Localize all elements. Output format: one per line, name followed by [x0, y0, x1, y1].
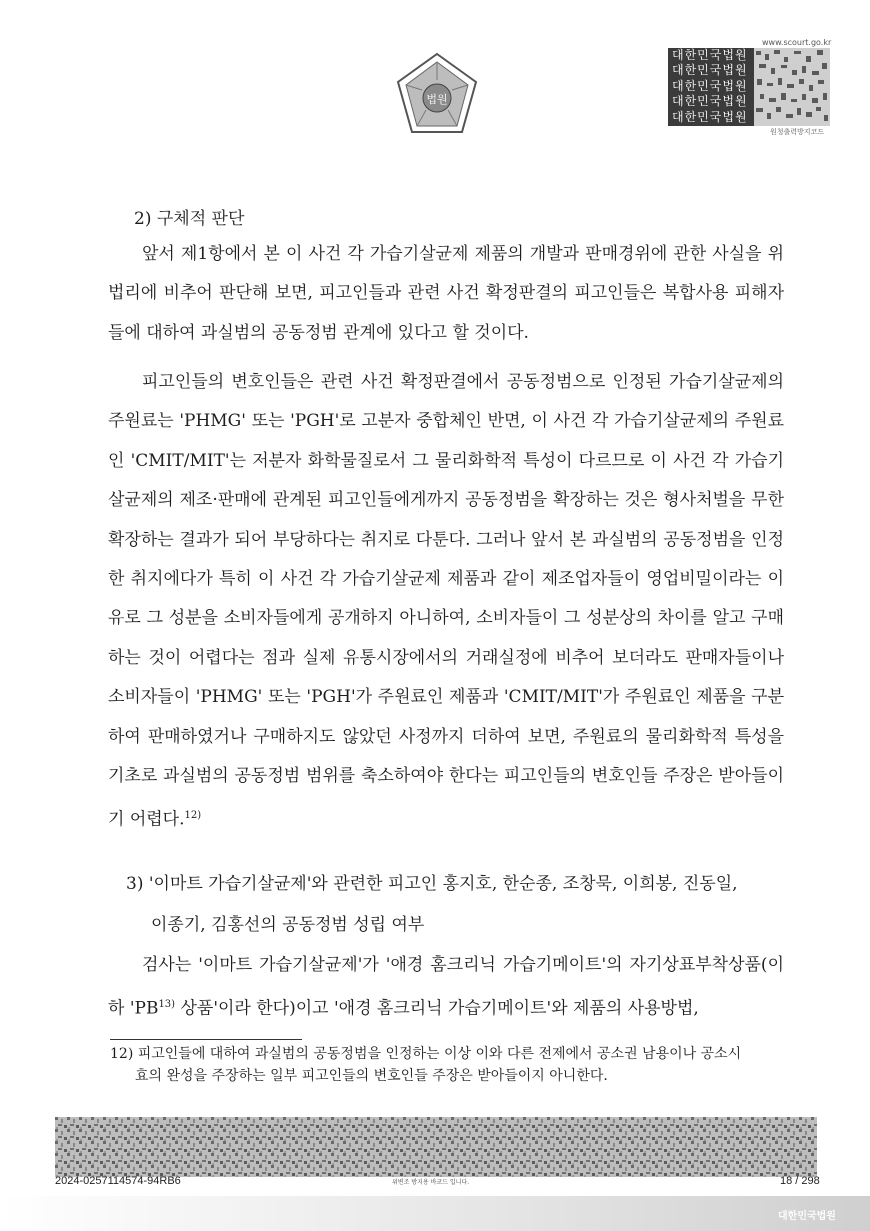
- section-heading-3-cont: 이종기, 김홍선의 공동정범 성립 여부: [151, 915, 425, 935]
- page-number: 18 / 298: [780, 1175, 820, 1187]
- seal-line: 대한민국법원: [672, 94, 748, 109]
- seal-line: 대한민국법원: [672, 78, 748, 93]
- authentication-seal: [668, 48, 830, 126]
- paragraph-3: [108, 946, 784, 1029]
- court-watermark: 대한민국법원: [778, 1211, 836, 1222]
- footnote-ref-12[interactable]: 12): [184, 810, 202, 822]
- seal-url: www.scourt.go.kr: [762, 38, 832, 47]
- court-emblem-icon: [392, 50, 482, 140]
- anti-forgery-barcode-icon: [55, 1117, 817, 1177]
- seal-caption: 원청출력방지코드: [770, 128, 825, 136]
- footnote-number: 12): [110, 1046, 134, 1062]
- paragraph-2: [108, 363, 784, 841]
- paragraph-2-text: 피고인들의 변호인들은 관련 사건 확정판결에서 공동정범으로 인정된 가습기살균제의 주원료는 'PHMG' 또는 'PGH'로 고분자 중합체인 반면, 이 사건 각 가습기살균제의 주원료인 'CMIT/MIT'는 저분자 화학물질로서 그 물리화학적 특성이 다르므로 이 사건 각 가습기살균제의 제조·판매에 관계된 피고인들에게까지 공동정범을 확장하는 것은 형사처벌을 무한확장하는 결과가 되어 부당하다는 취지로 다툰다. 그러나 앞서 본 과실범의 공동정범을 인정한 취지에다가 특히 이 사건 각 가습기살균제 제품과 같이 제조업자들이 영업비밀이라는 이유로 그 성분을 소비자들에게 공개하지 아니하여, 소비자들이 그 성분상의 차이를 알고 구매하는 것이 어렵다는 점과 실제 유통시장에서의 거래실정에 비추어 보더라도 판매자들이나 소비자들이 'PHMG' 또는 'PGH'가 주원료인 제품과 'CMIT/MIT'가 주원료인 제품을 구분하여 판매하였거나 구매하지도 않았던 사정까지 더하여 보면, 주원료의 물리화학적 특성을 기초로 과실범의 공동정범 범위를 축소하여야 한다는 피고인들의 변호인들 주장은 받아들이기 어렵다.: [108, 372, 784, 831]
- footnote-divider: [110, 1039, 302, 1040]
- emblem-label: 법원: [426, 93, 448, 106]
- barcode-warning: 위변조 방지용 바코드 입니다.: [392, 1179, 470, 1186]
- section-heading-2: 2) 구체적 판단: [134, 209, 245, 229]
- footnote-line-2: 효의 완성을 주장하는 일부 피고인들의 변호인들 주장은 받아들이지 아니한다.: [135, 1068, 608, 1084]
- paragraph-3-text-a: 검사는 '이마트 가습기살균제'가 '애경 홈크리닉 가습기메이트'의 자기상표부착상품(이하 'PB: [108, 955, 784, 1020]
- section-heading-3: 3) '이마트 가습기살균제'와 관련한 피고인 홍지호, 한순종, 조창묵, 이희봉, 진동일,: [126, 874, 738, 894]
- paragraph-3-text-b: 상품'이라 한다)이고 '애경 홈크리닉 가습기메이트'와 제품의 사용방법,: [175, 999, 699, 1020]
- footnote-12: [110, 1043, 790, 1087]
- bottom-strip: [0, 1196, 870, 1231]
- document-id: 2024-0257114574-94RB6: [55, 1175, 181, 1187]
- seal-line: 대한민국법원: [672, 109, 748, 124]
- seal-line: 대한민국법원: [672, 63, 748, 78]
- paragraph-1: 앞서 제1항에서 본 이 사건 각 가습기살균제 제품의 개발과 판매경위에 관한 사실을 위 법리에 비추어 판단해 보면, 피고인들과 관련 사건 확정판결의 피고인들은 복합사용 피해자들에 대하여 과실범의 공동정범 관계에 있다고 할 것이다.: [108, 244, 784, 343]
- footnote-ref-13[interactable]: 13): [158, 999, 176, 1011]
- seal-text-block: [668, 48, 754, 126]
- qr-code-icon: [754, 48, 830, 126]
- seal-line: 대한민국법원: [672, 48, 748, 62]
- footnote-line-1: 피고인들에 대하여 과실범의 공동정범을 인정하는 이상 이와 다른 전제에서 공소권 남용이나 공소시: [137, 1046, 742, 1062]
